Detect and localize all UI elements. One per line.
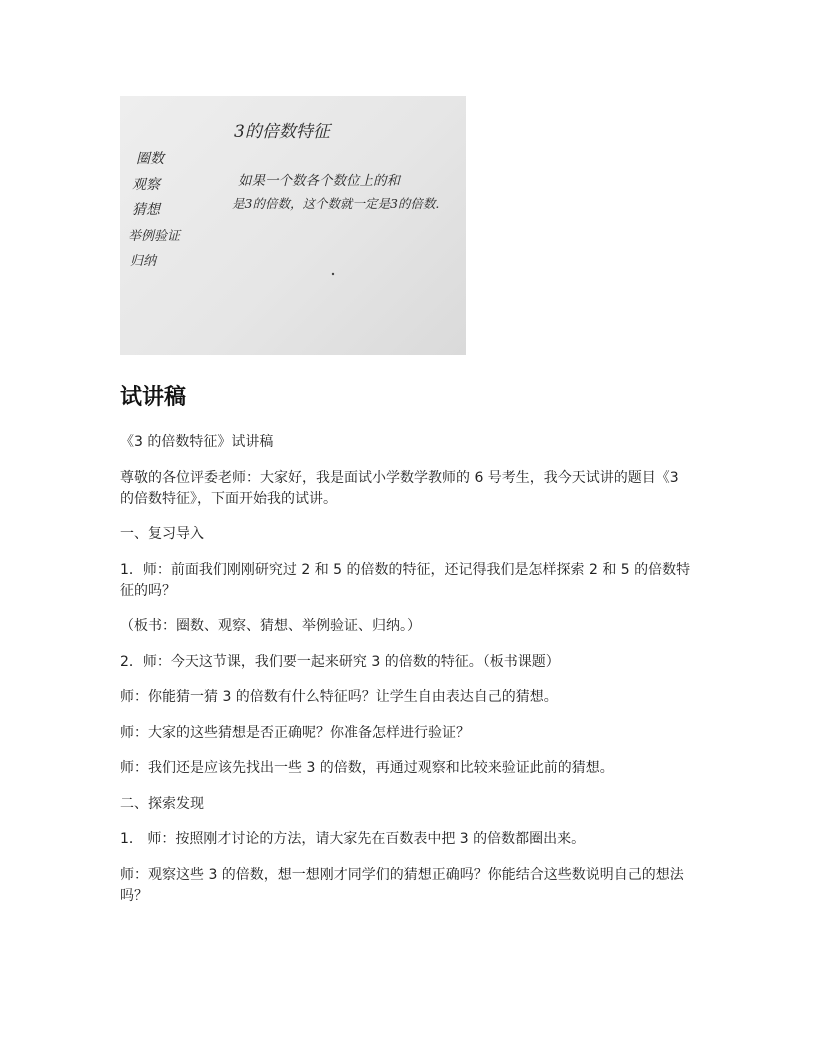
photo-rule-line-1: 如果一个数各个数位上的和 [238,173,400,189]
document-title: 试讲稿 [120,385,187,410]
photo-step-1: 圈数 [136,151,164,167]
photo-step-3: 猜想 [132,202,160,218]
doc-paragraph: 师：我们还是应该先找出一些 3 的倍数，再通过观察和比较来验证此前的猜想。 [120,760,614,776]
doc-paragraph: 尊敬的各位评委老师：大家好，我是面试小学数学教师的 6 号考生，我今天试讲的题目《3 的倍数特征》，下面开始我的试讲。 [120,469,679,507]
photo-heading: 3的倍数特征 [234,122,330,142]
doc-subtitle: 《3 的倍数特征》试讲稿 [120,434,274,450]
section-heading: 一、复习导入 [120,526,204,542]
photo-rule-line-2: 是3的倍数，这个数就一定是3的倍数. [232,196,440,211]
doc-paragraph: 师：大家的这些猜想是否正确呢？你准备怎样进行验证？ [120,724,470,741]
document-body [120,432,694,921]
photo-step-2: 观察 [132,177,160,193]
blackboard-photo [120,96,466,355]
photo-step-4: 举例验证 [128,229,181,244]
doc-paragraph: 2．师：今天这节课，我们要一起来研究 3 的倍数的特征。（板书课题） [120,653,560,670]
doc-paragraph: 1．师：前面我们刚刚研究过 2 和 5 的倍数的特征，还记得我们是怎样探索 2 和 5 的倍数特征的吗？ [120,561,691,599]
blackboard-photo-svg [120,96,466,355]
section-heading: 二、探索发现 [120,795,204,812]
doc-paragraph: （板书：圈数、观察、猜想、举例验证、归纳。） [120,618,421,634]
doc-paragraph: 师：观察这些 3 的倍数，想一想刚才同学们的猜想正确吗？你能结合这些数说明自己的想法吗？ [120,866,684,904]
doc-paragraph: 1． 师：按照刚才讨论的方法，请大家先在百数表中把 3 的倍数都圈出来。 [120,831,586,847]
doc-paragraph: 师：你能猜一猜 3 的倍数有什么特征吗？让学生自由表达自己的猜想。 [120,689,558,705]
photo-chalk-dot [332,273,334,275]
photo-step-5: 归纳 [130,254,157,269]
